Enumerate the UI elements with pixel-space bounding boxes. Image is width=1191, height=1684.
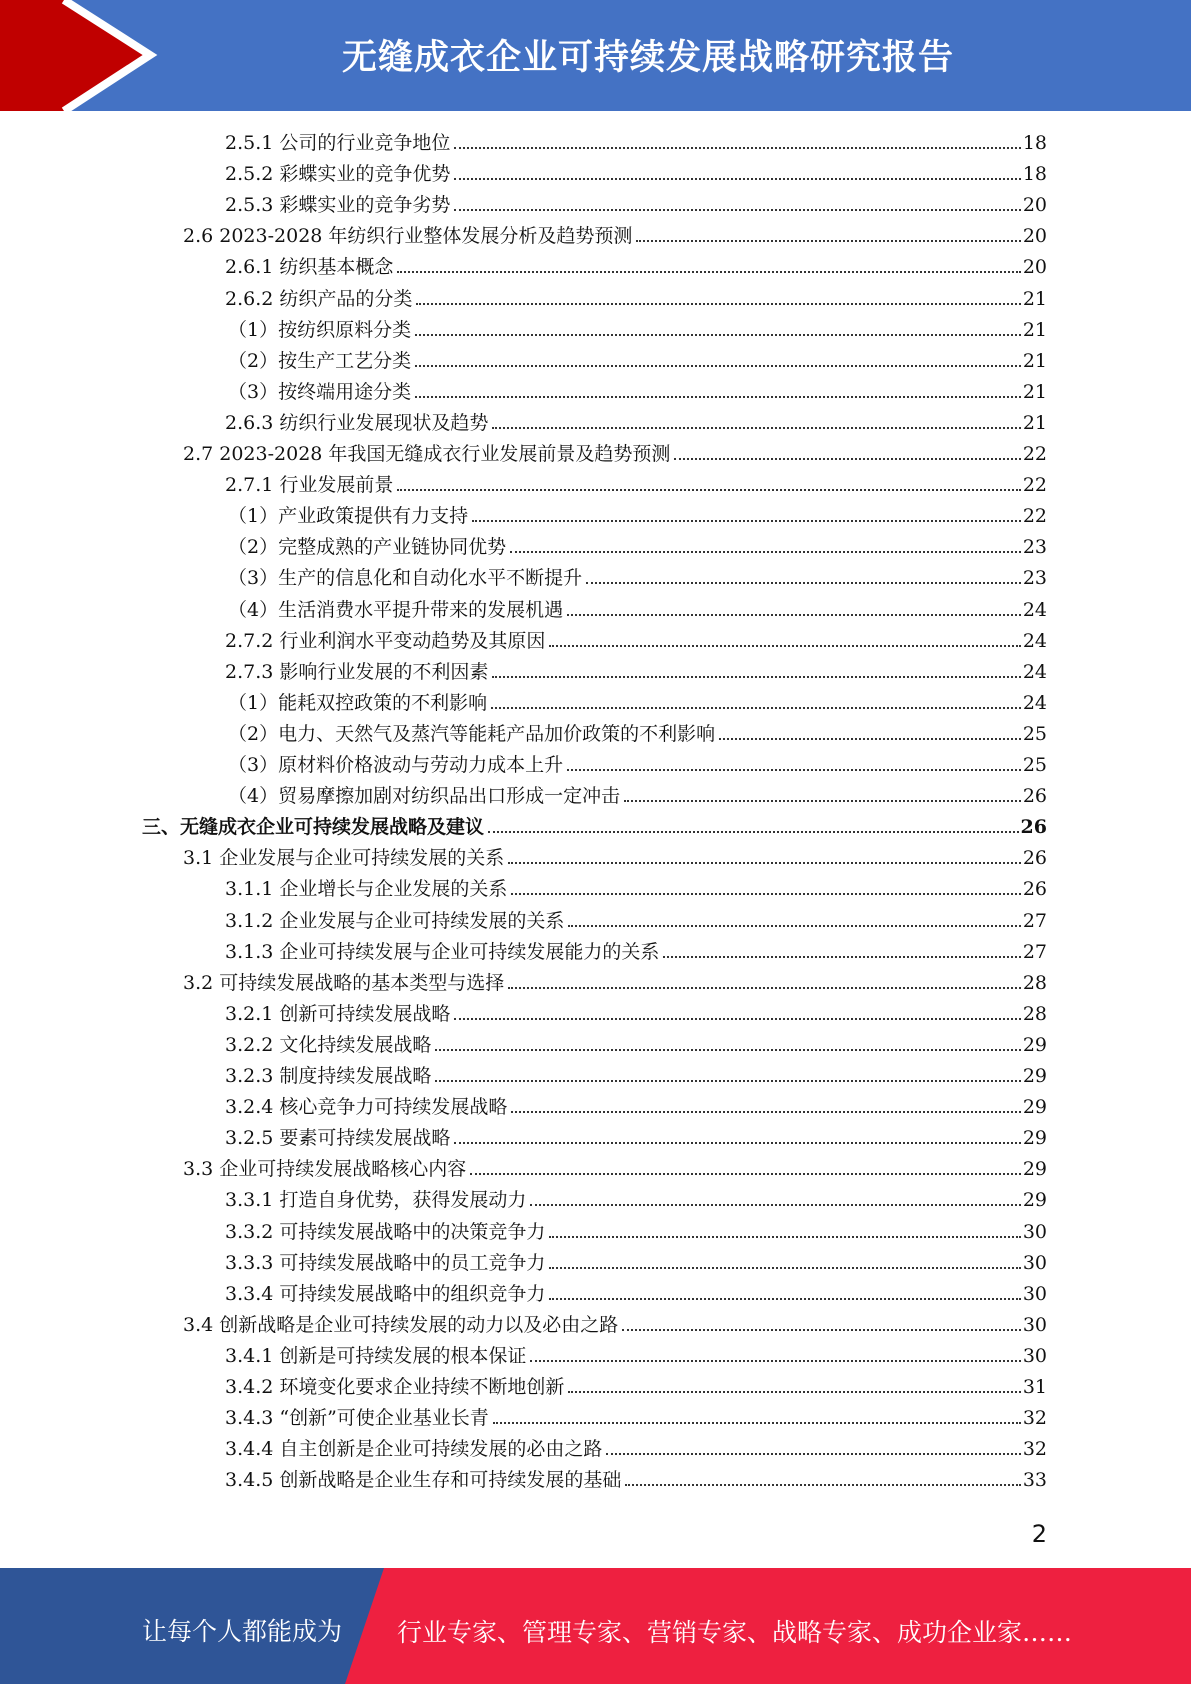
toc-entry-label: （1）能耗双控政策的不利影响: [228, 691, 488, 714]
toc-entry-label: 2.5.1 公司的行业竞争地位: [225, 132, 451, 154]
toc-entry-label: 3.2.3 制度持续发展战略: [225, 1065, 432, 1087]
toc-leader-dots: [415, 364, 1021, 367]
toc-leader-dots: [636, 239, 1020, 242]
footer-slogan-left: 让每个人都能成为: [142, 1617, 343, 1646]
toc-entry-label: 3.1 企业发展与企业可持续发展的关系: [183, 847, 505, 870]
page-number: 2: [1031, 1520, 1047, 1548]
toc-entry[interactable]: [183, 968, 1047, 998]
toc-entry-page: 27: [1022, 940, 1047, 963]
toc-entry-page: 28: [1022, 971, 1047, 994]
toc-entry-label: 3.3.4 可持续发展战略中的组织竞争力: [225, 1282, 546, 1305]
toc-leader-dots: [567, 613, 1021, 616]
toc-entry[interactable]: [225, 252, 1047, 282]
toc-entry-page: 30: [1022, 1344, 1047, 1367]
toc-leader-dots: [397, 488, 1020, 491]
toc-entry[interactable]: [225, 657, 1047, 687]
toc-entry-page: 20: [1022, 225, 1047, 248]
footer-banner: [0, 1568, 1191, 1684]
toc-entry[interactable]: [228, 719, 1047, 749]
toc-leader-dots: [568, 1390, 1020, 1393]
toc-leader-dots: [454, 1017, 1020, 1020]
toc-entry-page: 30: [1022, 1251, 1047, 1274]
toc-entry-page: 31: [1022, 1376, 1047, 1398]
toc-entry-label: （4）贸易摩擦加剧对纺织品出口形成一定冲击: [228, 785, 621, 808]
toc-entry[interactable]: [225, 1403, 1047, 1433]
toc-entry-page: 26: [1022, 878, 1047, 901]
toc-entry-label: （2）完整成熟的产业链协同优势: [228, 536, 507, 559]
toc-entry[interactable]: [183, 439, 1047, 469]
toc-entry[interactable]: [228, 501, 1047, 531]
toc-entry-label: 3.3.1 打造自身优势，获得发展动力: [225, 1189, 527, 1212]
toc-entry-page: 24: [1022, 598, 1047, 621]
toc-entry[interactable]: [225, 1248, 1047, 1278]
toc-leader-dots: [663, 955, 1020, 958]
toc-entry[interactable]: [225, 999, 1047, 1029]
toc-entry[interactable]: [225, 1185, 1047, 1215]
toc-entry-label: 2.6 2023-2028 年纺织行业整体发展分析及趋势预测: [183, 225, 633, 248]
toc-leader-dots: [492, 426, 1020, 429]
toc-entry-page: 22: [1022, 505, 1047, 528]
toc-leader-dots: [435, 1048, 1020, 1051]
toc-entry-page: 21: [1022, 287, 1047, 310]
toc-leader-dots: [397, 270, 1020, 273]
report-header: [0, 0, 1191, 111]
toc-entry[interactable]: [225, 1279, 1047, 1309]
toc-entry-page: 25: [1022, 722, 1047, 745]
toc-entry[interactable]: [225, 284, 1047, 314]
toc-entry-label: 3.1.2 企业发展与企业可持续发展的关系: [225, 909, 565, 932]
toc-leader-dots: [606, 1452, 1020, 1455]
toc-entry[interactable]: [228, 781, 1047, 811]
toc-entry[interactable]: [225, 1372, 1047, 1402]
toc-leader-dots: [511, 1110, 1020, 1113]
toc-entry[interactable]: [228, 563, 1047, 593]
toc-leader-dots: [454, 208, 1020, 211]
toc-leader-dots: [493, 1421, 1021, 1424]
toc-entry-page: 22: [1022, 474, 1047, 497]
toc-leader-dots: [510, 550, 1021, 553]
toc-entry-page: 22: [1022, 443, 1047, 465]
toc-leader-dots: [415, 333, 1021, 336]
toc-leader-dots: [586, 581, 1021, 584]
toc-leader-dots: [568, 924, 1020, 927]
toc-leader-dots: [454, 146, 1020, 149]
toc-entry-label: 3.4.3 “创新”可使企业基业长青: [225, 1407, 489, 1430]
toc-entry-page: 21: [1022, 411, 1047, 434]
toc-entry-page: 21: [1022, 318, 1047, 341]
toc-entry-label: 3.1.1 企业增长与企业发展的关系: [225, 878, 508, 901]
toc-entry-label: 3.4.4 自主创新是企业可持续发展的必由之路: [225, 1438, 603, 1461]
toc-entry[interactable]: [225, 159, 1047, 189]
toc-entry-page: 23: [1022, 536, 1047, 559]
toc-entry-label: 3.2.5 要素可持续发展战略: [225, 1127, 451, 1150]
toc-entry-label: （3）按终端用途分类: [228, 380, 412, 403]
toc-entry-page: 29: [1022, 1033, 1047, 1056]
toc-entry-label: 3.1.3 企业可持续发展与企业可持续发展能力的关系: [225, 940, 660, 963]
toc-entry-page: 21: [1022, 349, 1047, 372]
toc-leader-dots: [488, 830, 1019, 833]
toc-entry[interactable]: [228, 688, 1047, 718]
toc-entry[interactable]: [225, 1092, 1047, 1122]
toc-entry-page: 26: [1020, 816, 1047, 839]
toc-leader-dots: [415, 395, 1021, 398]
toc-entry[interactable]: [225, 906, 1047, 936]
toc-entry-label: 2.5.3 彩蝶实业的竞争劣势: [225, 194, 451, 217]
toc-entry-page: 20: [1022, 194, 1047, 217]
toc-entry-label: 3.3 企业可持续发展战略核心内容: [183, 1158, 467, 1181]
toc-leader-dots: [624, 799, 1021, 802]
toc-leader-dots: [674, 457, 1020, 460]
toc-entry[interactable]: [225, 1341, 1047, 1371]
toc-entry-page: 18: [1022, 163, 1047, 186]
toc-entry-label: （3）原材料价格波动与劳动力成本上升: [228, 754, 564, 776]
toc-entry-label: 3.4 创新战略是企业可持续发展的动力以及必由之路: [183, 1313, 619, 1336]
report-title: 无缝成衣企业可持续发展战略研究报告: [341, 38, 954, 78]
toc-entry[interactable]: [225, 1123, 1047, 1153]
toc-entry-page: 32: [1022, 1438, 1047, 1461]
toc-entry-label: （1）产业政策提供有力支持: [228, 505, 469, 528]
toc-leader-dots: [491, 706, 1021, 709]
toc-entry-label: 三、无缝成衣企业可持续发展战略及建议: [142, 816, 485, 839]
footer-slogan-right: 行业专家、管理专家、营销专家、战略专家、成功企业家……: [397, 1618, 1073, 1647]
toc-entry-page: 30: [1022, 1313, 1047, 1336]
toc-entry[interactable]: [228, 315, 1047, 345]
toc-leader-dots: [492, 675, 1020, 678]
toc-entry[interactable]: [225, 190, 1047, 220]
toc-entry[interactable]: [225, 1061, 1047, 1091]
toc-entry-page: 33: [1022, 1469, 1047, 1492]
toc-leader-dots: [511, 892, 1020, 895]
toc-entry-label: （3）生产的信息化和自动化水平不断提升: [228, 567, 583, 590]
toc-leader-dots: [530, 1203, 1020, 1206]
toc-entry[interactable]: [225, 937, 1047, 967]
toc-leader-dots: [508, 861, 1021, 864]
toc-entry[interactable]: [183, 221, 1047, 251]
toc-entry[interactable]: [142, 812, 1047, 842]
toc-entry[interactable]: [225, 1030, 1047, 1060]
toc-leader-dots: [530, 1359, 1020, 1362]
toc-entry[interactable]: [228, 532, 1047, 562]
toc-entry-page: 24: [1022, 660, 1047, 683]
toc-entry[interactable]: [225, 128, 1047, 158]
toc-entry[interactable]: [183, 1154, 1047, 1184]
toc-entry-label: 2.7.1 行业发展前景: [225, 474, 394, 497]
toc-leader-dots: [622, 1328, 1021, 1331]
toc-entry[interactable]: [228, 750, 1047, 780]
toc-entry-page: 32: [1022, 1407, 1047, 1430]
toc-entry-label: 3.4.5 创新战略是企业生存和可持续发展的基础: [225, 1469, 622, 1492]
toc-entry-page: 20: [1022, 256, 1047, 279]
toc-entry-label: 3.2.2 文化持续发展战略: [225, 1033, 432, 1056]
toc-entry-label: 3.2 可持续发展战略的基本类型与选择: [183, 971, 505, 994]
toc-entry-label: （1）按纺织原料分类: [228, 318, 412, 341]
toc-entry[interactable]: [225, 1217, 1047, 1247]
toc-entry-label: 3.3.2 可持续发展战略中的决策竞争力: [225, 1220, 546, 1243]
toc-leader-dots: [470, 1172, 1021, 1175]
toc-leader-dots: [549, 644, 1020, 647]
toc-entry-label: 3.3.3 可持续发展战略中的员工竞争力: [225, 1251, 546, 1274]
toc-leader-dots: [625, 1483, 1020, 1486]
toc-entry-label: （2）电力、天然气及蒸汽等能耗产品加价政策的不利影响: [228, 722, 716, 745]
toc-entry-page: 29: [1022, 1189, 1047, 1212]
toc-entry[interactable]: [225, 408, 1047, 438]
toc-entry[interactable]: [225, 1434, 1047, 1464]
toc-leader-dots: [435, 1079, 1020, 1082]
toc-leader-dots: [549, 1235, 1020, 1238]
toc-entry[interactable]: [225, 874, 1047, 904]
toc-entry-page: 30: [1022, 1220, 1047, 1243]
toc-entry-page: 29: [1022, 1065, 1047, 1087]
toc-leader-dots: [567, 768, 1021, 771]
toc-entry-label: 2.6.3 纺织行业发展现状及趋势: [225, 411, 489, 434]
toc-leader-dots: [549, 1297, 1020, 1300]
toc-entry-label: 3.2.1 创新可持续发展战略: [225, 1002, 451, 1025]
toc-entry[interactable]: [228, 595, 1047, 625]
toc-leader-dots: [416, 302, 1020, 305]
toc-entry-label: 3.2.4 核心竞争力可持续发展战略: [225, 1096, 508, 1119]
toc-leader-dots: [508, 986, 1021, 989]
toc-entry-label: （2）按生产工艺分类: [228, 349, 412, 372]
toc-entry-page: 26: [1022, 785, 1047, 808]
toc-entry-label: 2.6.1 纺织基本概念: [225, 256, 394, 279]
toc-leader-dots: [454, 1141, 1020, 1144]
toc-entry-label: 2.7 2023-2028 年我国无缝成衣行业发展前景及趋势预测: [183, 443, 671, 465]
toc-entry-label: （4）生活消费水平提升带来的发展机遇: [228, 598, 564, 621]
toc-leader-dots: [719, 737, 1021, 740]
toc-entry[interactable]: [228, 346, 1047, 376]
toc-entry-page: 29: [1022, 1127, 1047, 1150]
toc-entry-label: 2.7.3 影响行业发展的不利因素: [225, 660, 489, 683]
toc-entry-label: 3.4.2 环境变化要求企业持续不断地创新: [225, 1376, 565, 1398]
toc-entry-page: 18: [1022, 132, 1047, 154]
toc-entry-page: 29: [1022, 1096, 1047, 1119]
toc-entry-page: 28: [1022, 1002, 1047, 1025]
toc-entry-page: 29: [1022, 1158, 1047, 1181]
toc-entry-label: 2.5.2 彩蝶实业的竞争优势: [225, 163, 451, 186]
toc-leader-dots: [549, 1266, 1020, 1269]
toc-entry-label: 2.6.2 纺织产品的分类: [225, 287, 413, 310]
toc-entry[interactable]: [225, 626, 1047, 656]
toc-entry-page: 24: [1022, 629, 1047, 652]
toc-entry[interactable]: [225, 470, 1047, 500]
toc-entry[interactable]: [228, 377, 1047, 407]
toc-entry-page: 25: [1022, 754, 1047, 776]
toc-entry-page: 27: [1022, 909, 1047, 932]
toc-entry-label: 3.4.1 创新是可持续发展的根本保证: [225, 1344, 527, 1367]
toc-leader-dots: [454, 177, 1020, 180]
toc-entry-page: 23: [1022, 567, 1047, 590]
toc-entry[interactable]: [183, 843, 1047, 873]
toc-entry-label: 2.7.2 行业利润水平变动趋势及其原因: [225, 629, 546, 652]
toc-entry-page: 24: [1022, 691, 1047, 714]
toc-entry-page: 26: [1022, 847, 1047, 870]
toc-entry-page: 30: [1022, 1282, 1047, 1305]
toc-entry[interactable]: [225, 1465, 1047, 1495]
toc-entry[interactable]: [183, 1310, 1047, 1340]
toc-entry-page: 21: [1022, 380, 1047, 403]
toc-leader-dots: [472, 519, 1021, 522]
